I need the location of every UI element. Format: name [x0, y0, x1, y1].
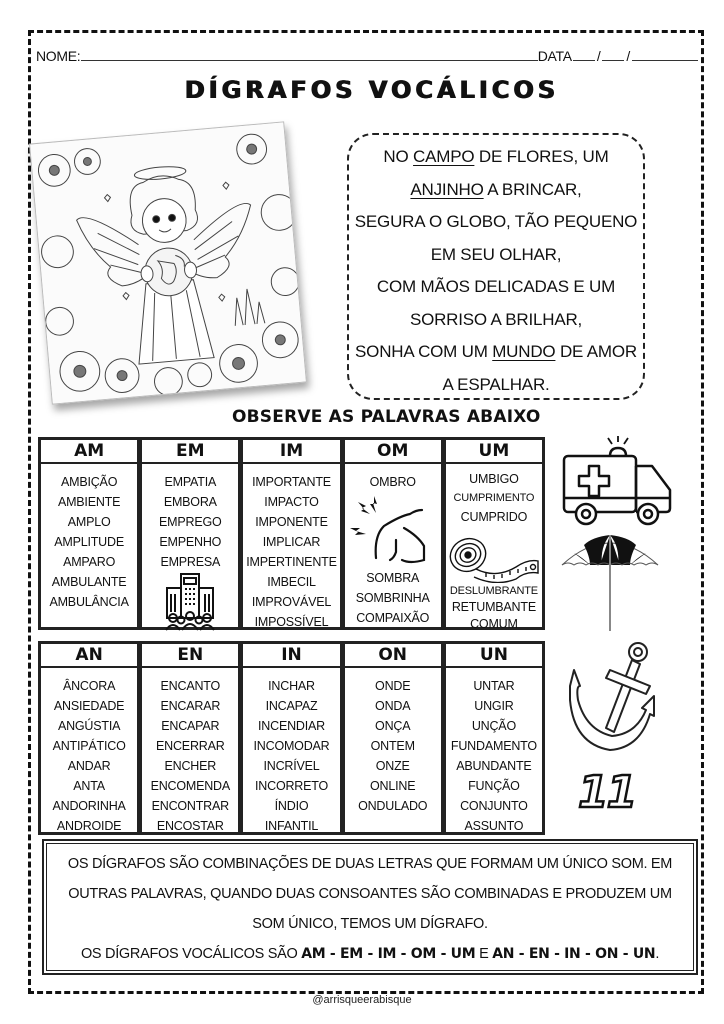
column-on — [344, 643, 442, 833]
word: FUNDAMENTO — [450, 739, 537, 753]
column-header: EM — [142, 440, 238, 464]
column-en — [141, 643, 239, 833]
word: ENCOSTAR — [156, 819, 224, 833]
word: ANGÚSTIA — [57, 719, 121, 733]
digraph-table-n — [38, 641, 545, 835]
word: ENCONTRAR — [151, 799, 229, 813]
column-header: EN — [142, 644, 238, 668]
word: ONDE — [375, 679, 411, 693]
word: ÍNDIO — [274, 799, 309, 813]
word: INCENDIAR — [258, 719, 325, 733]
word: IMPLICAR — [262, 535, 321, 549]
date-separator: / — [596, 48, 601, 64]
highlighted-word: MUNDO — [492, 342, 556, 361]
word: CUMPRIDO — [460, 510, 528, 524]
explanation-line: OS DÍGRAFOS SÃO COMBINAÇÕES DE DUAS LETRAS QUE FORMAM UM ÚNICO SOM. EM — [67, 856, 673, 872]
word: EMPATIA — [164, 475, 217, 489]
explanation-line: OS DÍGRAFOS VOCÁLICOS SÃO AM - EM - IM - OM - UM E AN - EN - IN - ON - UN. — [80, 946, 660, 962]
footer-credit: @arrisqueerabisque — [312, 994, 412, 1006]
word: COMPAIXÃO — [356, 611, 430, 625]
word: AMBIÇÃO — [60, 475, 118, 489]
poem-box — [347, 133, 645, 400]
poem-line: SEGURA O GLOBO, TÃO PEQUENO — [354, 212, 638, 231]
column-am — [40, 439, 138, 628]
word: INCRÍVEL — [263, 759, 320, 773]
highlighted-word: ANJINHO — [410, 179, 484, 199]
number-eleven-icon: 11 — [578, 767, 636, 818]
word: UNTAR — [473, 679, 515, 693]
column-un — [445, 643, 543, 833]
word: ANTIPÁTICO — [52, 739, 126, 753]
word: IMPOSSÍVEL — [254, 615, 329, 629]
word: ABUNDANTE — [456, 759, 532, 773]
umbrella-icon — [560, 533, 660, 633]
column-em — [141, 439, 239, 628]
page-title: DÍGRAFOS VOCÁLICOS — [184, 76, 560, 104]
measuring-tape-icon — [446, 527, 542, 583]
word: ENCARAR — [160, 699, 221, 713]
angel-globe-image — [30, 122, 306, 403]
word: IMPERTINENTE — [246, 555, 337, 569]
word: OMBRO — [369, 475, 416, 489]
word: INCHAR — [268, 679, 315, 693]
name-field[interactable] — [81, 60, 537, 61]
date-separator: / — [626, 48, 630, 64]
word: ÂNCORA — [62, 679, 116, 693]
word: ANDROIDE — [56, 819, 122, 833]
word: CONJUNTO — [460, 799, 528, 813]
word: ANTA — [73, 779, 105, 793]
poem-line: NO CAMPO DE FLORES, UM — [383, 147, 609, 166]
word: ENCERRAR — [156, 739, 225, 753]
word: FUNÇÃO — [468, 779, 520, 793]
poem-line: SONHA COM UM MUNDO DE AMOR — [355, 342, 637, 361]
column-header: IM — [243, 440, 339, 464]
column-header: UM — [446, 440, 542, 464]
date-month-field[interactable] — [602, 60, 624, 61]
word: CUMPRIMENTO — [453, 492, 535, 504]
word: ONTEM — [370, 739, 415, 753]
word: ENCOMENDA — [150, 779, 231, 793]
column-header: AM — [41, 440, 137, 464]
word: UNÇÃO — [471, 719, 516, 733]
column-om — [344, 439, 442, 628]
word: DESLUMBRANTE — [449, 585, 538, 597]
word: UMBIGO — [469, 472, 519, 486]
word: IMPORTANTE — [252, 475, 331, 489]
word: EMPREGO — [159, 515, 222, 529]
word: EMPENHO — [159, 535, 222, 549]
word: INFANTIL — [264, 819, 319, 833]
digraph-list-n: AN - EN - IN - ON - UN — [492, 946, 656, 962]
word: IMPONENTE — [255, 515, 328, 529]
word: INCOMODAR — [253, 739, 330, 753]
word: AMBIENTE — [57, 495, 121, 509]
column-an — [40, 643, 138, 833]
word: RETUMBANTE — [451, 600, 536, 614]
word: AMBULANTE — [51, 575, 127, 589]
digraph-table-m — [38, 437, 545, 630]
word: SOMBRINHA — [355, 591, 430, 605]
explanation-line: SOM ÚNICO, TEMOS UM DÍGRAFO. — [252, 916, 488, 932]
column-header: ON — [345, 644, 441, 668]
column-header: AN — [41, 644, 137, 668]
word: SOMBRA — [366, 571, 420, 585]
company-building-icon — [163, 572, 217, 632]
highlighted-word: CAMPO — [413, 147, 475, 166]
poem-line: SORRISO A BRILHAR, — [409, 309, 583, 329]
word: ONÇA — [375, 719, 411, 733]
word: AMPLITUDE — [54, 535, 124, 549]
word: ONZE — [375, 759, 410, 773]
shoulder-pain-icon — [348, 492, 438, 568]
column-header: OM — [345, 440, 441, 464]
word: IMPROVÁVEL — [251, 595, 332, 609]
word: ONDULADO — [358, 799, 428, 813]
date-label: DATA — [537, 48, 572, 64]
poem-line: EM SEU OLHAR, — [430, 244, 562, 264]
explanation-box — [42, 839, 698, 975]
word: EMBORA — [163, 495, 217, 509]
section-title: OBSERVE AS PALAVRAS ABAIXO — [232, 407, 541, 427]
word: AMPLO — [67, 515, 111, 529]
ambulance-icon — [560, 436, 680, 536]
word: ENCHER — [164, 759, 217, 773]
poem-line: COM MÃOS DELICADAS E UM — [376, 277, 616, 296]
date-day-field[interactable] — [573, 60, 595, 61]
column-in — [242, 643, 340, 833]
word: ONDA — [375, 699, 411, 713]
digraph-list-m: AM - EM - IM - OM - UM — [301, 946, 476, 962]
word: ASSUNTO — [464, 819, 524, 833]
word: IMPACTO — [264, 495, 319, 509]
column-header: IN — [243, 644, 339, 668]
poem-line: A ESPALHAR. — [442, 374, 550, 394]
word: ENCAPAR — [161, 719, 220, 733]
column-header: UN — [446, 644, 542, 668]
angel-illustration — [29, 121, 307, 404]
word: IMBECIL — [267, 575, 316, 589]
word: UNGIR — [474, 699, 514, 713]
word: ANDORINHA — [52, 799, 126, 813]
word: INCORRETO — [255, 779, 328, 793]
poem-line: ANJINHO A BRINCAR, — [410, 179, 582, 199]
word: ANSIEDADE — [53, 699, 125, 713]
date-year-field[interactable] — [632, 60, 698, 61]
column-im — [242, 439, 340, 628]
anchor-icon — [562, 640, 662, 760]
word: AMPARO — [63, 555, 116, 569]
explanation-line: OUTRAS PALAVRAS, QUANDO DUAS CONSOANTES SÃO COMBINADAS E PRODUZEM UM — [68, 886, 672, 902]
word: INCAPAZ — [265, 699, 318, 713]
word: ONLINE — [370, 779, 416, 793]
word: COMUM — [470, 617, 518, 631]
word: EMPRESA — [160, 555, 221, 569]
word: AMBULÂNCIA — [49, 595, 129, 609]
header-fields — [36, 42, 698, 64]
column-um — [445, 439, 543, 631]
word: ENCANTO — [160, 679, 221, 693]
word: ANDAR — [67, 759, 111, 773]
name-label: NOME: — [36, 48, 81, 64]
